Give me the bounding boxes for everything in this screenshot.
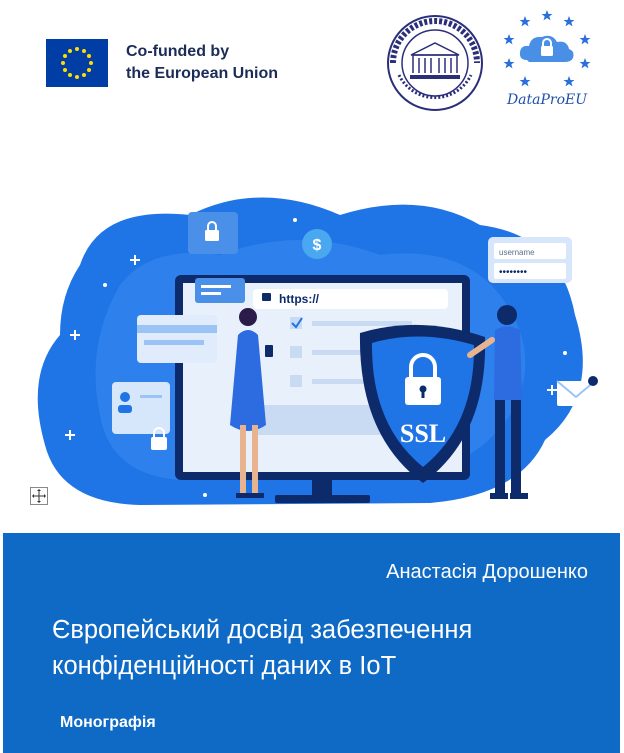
cover-title-panel [3,533,620,753]
university-seal-icon [385,13,485,113]
publication-type: Монографія [60,714,156,731]
dollar-text: $ [312,237,322,254]
security-illustration [0,185,624,520]
username-label: username [499,248,535,257]
eu-flag-icon [46,39,108,87]
eu-funding-label [126,41,278,85]
password-mask: •••••••• [499,267,528,278]
eu-label-line2: the European Union [126,65,278,82]
title-line2: конфіденційності даних в IoT [52,652,397,680]
logos-header [0,0,624,125]
move-handle-icon[interactable] [30,487,48,505]
eu-label-line1: Co-funded by [126,43,230,60]
title-line1: Європейський досвід забезпечення [52,616,473,644]
dataproeu-logo-text: DataProEU [506,92,588,108]
dataproeu-logo-icon [497,8,597,113]
ssl-text: SSL [399,419,447,448]
url-text: https:// [279,292,319,306]
book-title [52,612,612,684]
author-name: Анастасія Дорошенко [386,561,588,583]
